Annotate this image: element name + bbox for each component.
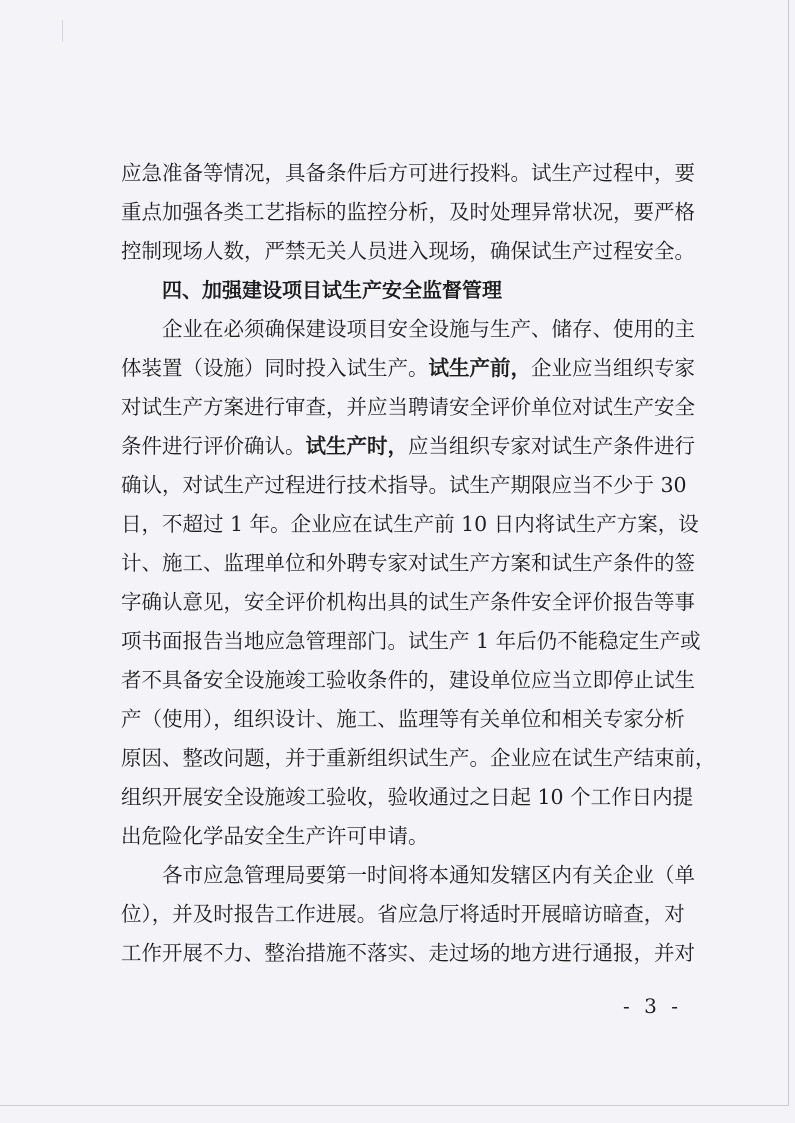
body-line-21: 工作开展不力、整治措施不落实、走过场的地方进行通报，并对 [121, 941, 695, 965]
body-text-segment: 条件进行评价确认。 [121, 434, 306, 458]
scan-mark [62, 20, 63, 42]
body-line-18: 出危险化学品安全生产许可申请。 [121, 824, 429, 848]
body-line-1: 应急准备等情况，具备条件后方可进行投料。试生产过程中，要 [121, 161, 695, 185]
body-line-12: 字确认意见，安全评价机构出具的试生产条件安全评价报告等事 [121, 590, 695, 614]
body-text-segment: 企业应当组织专家 [531, 356, 695, 380]
body-line-19: 各市应急管理局要第一时间将本通知发辖区内有关企业（单 [162, 863, 695, 887]
bold-phrase-trial-during: 试生产时， [305, 434, 408, 458]
body-line-3: 控制现场人数，严禁无关人员进入现场，确保试生产过程安全。 [121, 239, 695, 263]
body-line-6 [121, 355, 695, 381]
body-line-17: 组织开展安全设施竣工验收，验收通过之日起 10 个工作日内提 [121, 785, 694, 809]
body-line-11: 计、施工、监理单位和外聘专家对试生产方案和试生产条件的签 [121, 551, 695, 575]
scan-edge-right [788, 0, 789, 1105]
bold-phrase-trial-before: 试生产前， [428, 356, 531, 380]
body-text-segment: 体装置（设施）同时投入试生产。 [121, 356, 429, 380]
body-line-7: 对试生产方案进行审查，并应当聘请安全评价单位对试生产安全 [121, 395, 695, 419]
body-text-segment: 应当组织专家对试生产条件进行 [408, 434, 695, 458]
body-line-9: 确认，对试生产过程进行技术指导。试生产期限应当不少于 30 [121, 473, 687, 497]
body-line-14: 者不具备安全设施竣工验收条件的，建设单位应当立即停止试生 [121, 668, 695, 692]
body-line-8 [121, 433, 695, 459]
page-number: - 3 - [623, 994, 682, 1018]
section-heading-4: 四、加强建设项目试生产安全监督管理 [162, 278, 502, 302]
scan-edge-bottom [0, 1105, 789, 1106]
body-line-10: 日，不超过 1 年。企业应在试生产前 10 日内将试生产方案，设 [121, 512, 699, 536]
body-line-16: 原因、整改问题，并于重新组织试生产。企业应在试生产结束前， [121, 746, 716, 770]
body-line-5: 企业在必须确保建设项目安全设施与生产、储存、使用的主 [162, 317, 695, 341]
body-line-20: 位），并及时报告工作进展。省应急厅将适时开展暗访暗查，对 [121, 902, 685, 926]
body-line-15: 产（使用），组织设计、施工、监理等有关单位和相关专家分析 [121, 707, 685, 731]
body-line-2: 重点加强各类工艺指标的监控分析，及时处理异常状况，要严格 [121, 200, 695, 224]
body-line-13: 项书面报告当地应急管理部门。试生产 1 年后仍不能稳定生产或 [121, 629, 701, 653]
